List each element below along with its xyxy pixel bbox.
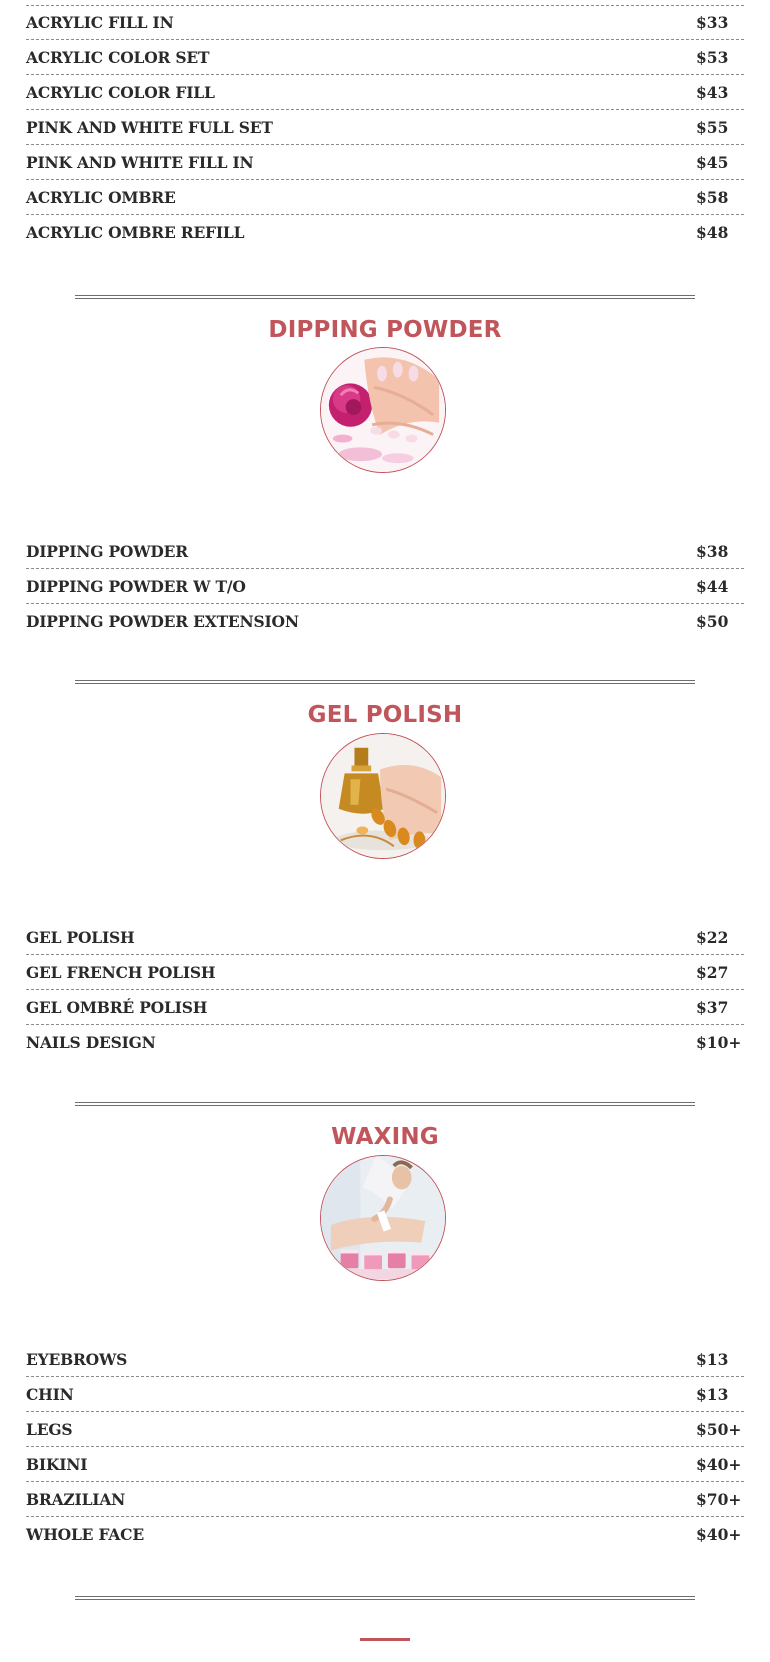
service-name: ACRYLIC COLOR SET: [26, 48, 210, 67]
service-name: ACRYLIC FILL IN: [26, 13, 174, 32]
section-divider: [75, 1596, 695, 1600]
service-price: $37: [696, 998, 729, 1017]
service-name: BRAZILIAN: [26, 1490, 126, 1509]
waxing-price-list: [26, 1342, 744, 1552]
price-row: [26, 75, 744, 110]
service-price: $50+: [696, 1420, 742, 1439]
price-row: [26, 990, 744, 1025]
price-row: [26, 955, 744, 990]
gold-polish-illustration: [321, 734, 445, 858]
service-name: WHOLE FACE: [26, 1525, 144, 1544]
price-row: [26, 40, 744, 75]
service-price: $13: [696, 1385, 729, 1404]
gel-polish-price-list: [26, 920, 744, 1060]
price-row: [26, 1412, 744, 1447]
service-name: DIPPING POWDER: [26, 542, 188, 561]
section-divider: [75, 1102, 695, 1106]
accent-bar: [360, 1638, 410, 1641]
price-row: [26, 110, 744, 145]
price-row: [26, 180, 744, 215]
price-row: [26, 569, 744, 604]
service-price: $48: [696, 223, 729, 242]
dipping-powder-price-list: [26, 534, 744, 639]
service-price: $44: [696, 577, 729, 596]
service-price: $55: [696, 118, 729, 137]
price-row: [26, 5, 744, 40]
service-name: DIPPING POWDER W T/O: [26, 577, 246, 596]
gold-polish-bottle-image: [320, 733, 446, 859]
service-name: PINK AND WHITE FULL SET: [26, 118, 273, 137]
service-price: $38: [696, 542, 729, 561]
service-name: ACRYLIC COLOR FILL: [26, 83, 215, 102]
service-name: GEL OMBRÉ POLISH: [26, 998, 208, 1017]
service-price: $33: [696, 13, 729, 32]
service-name: EYEBROWS: [26, 1350, 128, 1369]
nails-with-rose-illustration: [321, 348, 445, 472]
price-row: [26, 1447, 744, 1482]
service-name: LEGS: [26, 1420, 73, 1439]
section-title-waxing: WAXING: [331, 1124, 439, 1150]
service-price: $43: [696, 83, 729, 102]
service-name: GEL FRENCH POLISH: [26, 963, 216, 982]
service-name: GEL POLISH: [26, 928, 135, 947]
service-price: $10+: [696, 1033, 742, 1052]
price-row: [26, 1517, 744, 1552]
service-name: DIPPING POWDER EXTENSION: [26, 612, 299, 631]
service-name: ACRYLIC OMBRE REFILL: [26, 223, 245, 242]
price-row: [26, 1377, 744, 1412]
service-price: $22: [696, 928, 729, 947]
service-price: $53: [696, 48, 729, 67]
service-name: BIKINI: [26, 1455, 88, 1474]
leg-waxing-illustration: [321, 1156, 445, 1280]
price-row: [26, 604, 744, 639]
price-row: [26, 1482, 744, 1517]
section-divider: [75, 680, 695, 684]
price-row: [26, 215, 744, 250]
price-row: [26, 534, 744, 569]
section-title-gel-polish: GEL POLISH: [307, 702, 463, 728]
service-price: $40+: [696, 1525, 742, 1544]
service-name: CHIN: [26, 1385, 74, 1404]
price-row: [26, 1342, 744, 1377]
service-price: $40+: [696, 1455, 742, 1474]
service-price: $58: [696, 188, 729, 207]
service-name: NAILS DESIGN: [26, 1033, 156, 1052]
section-title-dipping-powder: DIPPING POWDER: [268, 317, 502, 343]
acrylic-price-list: [26, 5, 744, 250]
service-price: $27: [696, 963, 729, 982]
service-price: $70+: [696, 1490, 742, 1509]
service-name: PINK AND WHITE FILL IN: [26, 153, 254, 172]
price-row: [26, 1025, 744, 1060]
leg-waxing-image: [320, 1155, 446, 1281]
nails-with-rose-image: [320, 347, 446, 473]
service-price: $45: [696, 153, 729, 172]
service-price: $13: [696, 1350, 729, 1369]
price-row: [26, 920, 744, 955]
section-divider: [75, 295, 695, 299]
service-price: $50: [696, 612, 729, 631]
service-name: ACRYLIC OMBRE: [26, 188, 176, 207]
price-row: [26, 145, 744, 180]
